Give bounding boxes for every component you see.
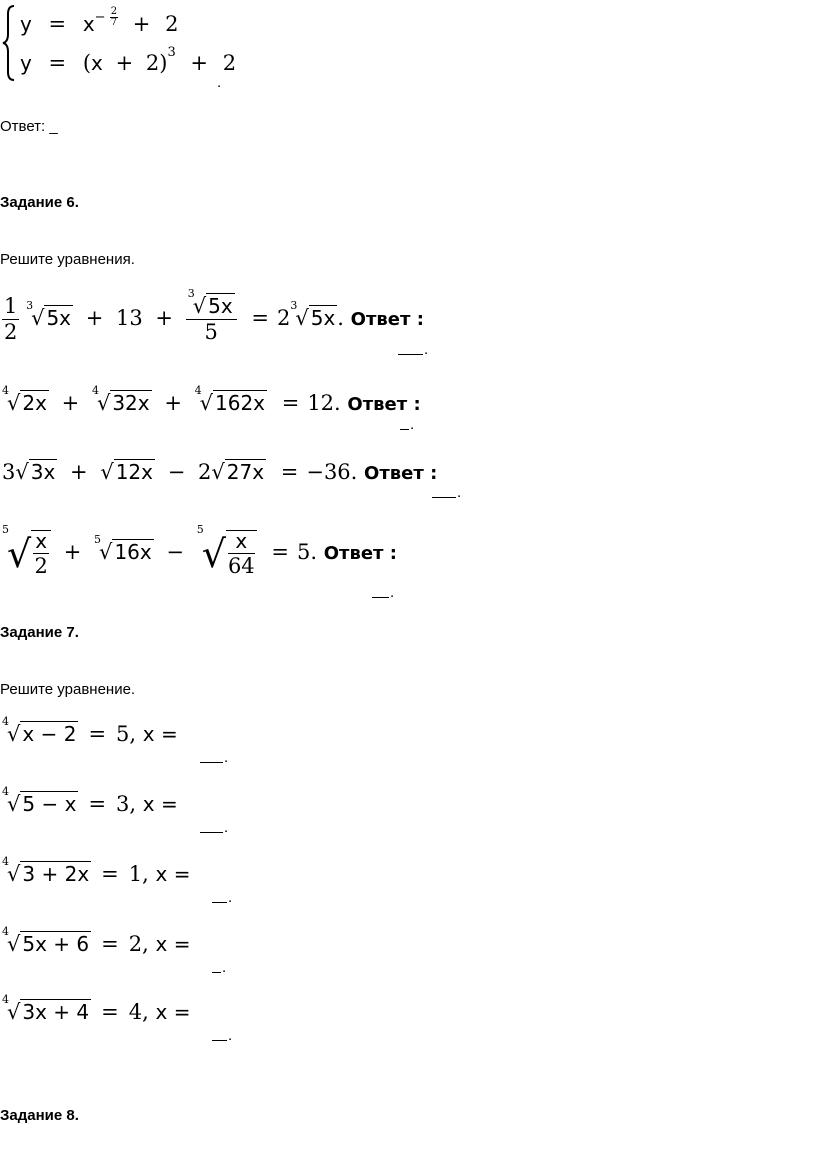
paren-open: ( bbox=[82, 51, 92, 75]
answer-blank[interactable] bbox=[372, 596, 389, 598]
blank-dot: . bbox=[457, 484, 462, 501]
var-x: x bbox=[91, 51, 103, 75]
blank-dot: . bbox=[424, 341, 429, 358]
blank-dot: . bbox=[222, 959, 227, 976]
answer-blank[interactable] bbox=[212, 971, 221, 973]
plus-sign: + bbox=[190, 51, 209, 75]
task7-instruction: Решите уравнение. bbox=[0, 681, 136, 698]
constant: 2 bbox=[145, 51, 160, 75]
answer-blank[interactable] bbox=[200, 831, 223, 833]
task6-equation-4: 5 √ $\frac{x}{2}$ + 5 √ 16x − 5 √ $\frac{x}{64}$ = 5. Ответ : bbox=[2, 523, 397, 578]
cube-root: 3 √ 5x bbox=[26, 299, 72, 330]
trailing-dot: . bbox=[217, 74, 222, 91]
answer-label: Ответ : bbox=[364, 463, 438, 484]
task8-title: Задание 8. bbox=[0, 1107, 79, 1124]
task6-equation-3: 3√ 3x + √ 12x − 2√ 27x = −36. Ответ : bbox=[2, 460, 438, 484]
fraction-root: 3 √ 5x 5 bbox=[186, 296, 237, 343]
task7-title: Задание 7. bbox=[0, 624, 79, 641]
var-x: x bbox=[82, 12, 95, 36]
eq-sign: = bbox=[48, 12, 67, 36]
answer-label: Ответ : bbox=[323, 543, 397, 564]
exp-num: 2 bbox=[110, 6, 118, 17]
blank-dot: . bbox=[390, 584, 395, 601]
system-line-1 bbox=[20, 6, 179, 38]
blank-dot: . bbox=[228, 889, 233, 906]
answer-blank[interactable] bbox=[212, 1039, 227, 1041]
cube-root: 3 √ 5x bbox=[290, 299, 336, 330]
task7-equation-row: 4 √ 3 + 2x = 1, x = bbox=[2, 855, 191, 886]
plus-sign: + bbox=[132, 12, 151, 36]
answer-blank[interactable] bbox=[432, 496, 456, 498]
var-y: y bbox=[20, 12, 32, 36]
system-line-2 bbox=[20, 45, 237, 75]
constant: 2 bbox=[165, 12, 179, 36]
fraction-half: $\frac{1}{2}$ bbox=[4, 294, 18, 344]
task6-instruction: Решите уравнения. bbox=[0, 251, 135, 268]
paren-close: ) bbox=[159, 51, 168, 75]
blank-dot: . bbox=[224, 819, 229, 836]
task7-equation-row: 4 √ 5 − x = 3, x = bbox=[2, 785, 178, 816]
constant: 2 bbox=[222, 51, 237, 75]
blank-dot: . bbox=[228, 1027, 233, 1044]
eq-sign: = bbox=[48, 51, 67, 75]
answer-blank[interactable] bbox=[200, 761, 223, 763]
exp-den: 7 bbox=[110, 17, 118, 28]
answer-blank[interactable] bbox=[212, 901, 227, 903]
blank-dot: . bbox=[224, 749, 229, 766]
answer-line: Ответ: _ bbox=[0, 118, 58, 135]
task6-equation-1: $\frac{1}{2}$ 3 √ 5x + 13 + 3 √ 5x 5 = 2 3 √ 5x. Ответ : bbox=[4, 287, 424, 344]
task6-title: Задание 6. bbox=[0, 194, 79, 211]
task7-equation-row: 4 √ 5x + 6 = 2, x = bbox=[2, 925, 191, 956]
task7-equation-row: 4 √ x − 2 = 5, x = bbox=[2, 715, 178, 746]
var-y: y bbox=[20, 51, 32, 75]
exp-sign: − bbox=[94, 10, 106, 25]
answer-label: Ответ : bbox=[347, 394, 421, 415]
equation-system bbox=[2, 4, 242, 90]
task6-equation-2: 4 √ 2x + 4 √ 32x + 4 √ 162x = 12. Ответ : bbox=[2, 384, 421, 415]
answer-blank[interactable] bbox=[398, 353, 423, 355]
answer-label: Ответ : bbox=[350, 309, 424, 330]
left-brace-icon bbox=[2, 4, 16, 82]
blank-dot: . bbox=[410, 416, 415, 433]
exponent: 3 bbox=[167, 45, 176, 60]
plus-sign: + bbox=[115, 51, 134, 75]
task7-equation-row: 4 √ 3x + 4 = 4, x = bbox=[2, 993, 191, 1024]
answer-blank[interactable] bbox=[400, 428, 409, 430]
